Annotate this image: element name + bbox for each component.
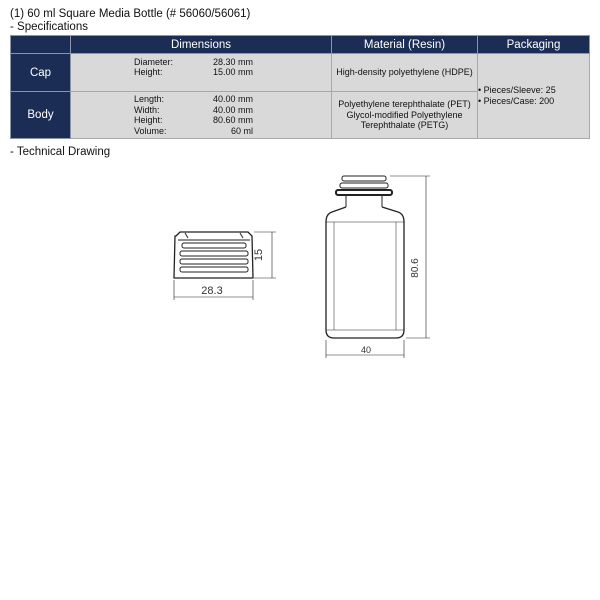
packaging-case: • Pieces/Case: 200 xyxy=(478,96,555,106)
cap-height-label: 15 xyxy=(253,248,265,262)
header-dimensions: Dimensions xyxy=(71,36,332,54)
row-label-body: Body xyxy=(11,92,71,139)
packaging-sleeve: • Pieces/Sleeve: 25 xyxy=(478,85,556,95)
header-packaging: Packaging xyxy=(478,36,590,54)
cap-material: High-density polyethylene (HDPE) xyxy=(332,54,478,92)
bottle-width-label: 40 xyxy=(360,345,372,355)
cap-dim-diameter: Diameter: 28.30 mm xyxy=(134,56,253,67)
body-dim-width: Width: 40.00 mm xyxy=(134,104,253,115)
cap-diameter-label: 28.3 xyxy=(201,285,223,297)
row-label-cap: Cap xyxy=(11,54,71,92)
body-dim-length: Length: 40.00 mm xyxy=(134,94,253,104)
header-material: Material (Resin) xyxy=(332,36,478,54)
bottle-height-label: 80.6 xyxy=(410,258,421,278)
technical-drawing-heading: - Technical Drawing xyxy=(10,146,111,158)
body-dim-volume: Volume: 60 ml xyxy=(134,125,253,136)
specifications-heading: - Specifications xyxy=(10,21,88,33)
body-material: Polyethylene terephthalate (PET) Glycol-modified Polyethylene Terephthalate (PETG) xyxy=(332,92,478,139)
cap-drawing xyxy=(174,232,276,300)
cap-dim-height: Height: 15.00 mm xyxy=(134,67,253,78)
body-dim-height: Height: 80.60 mm xyxy=(134,115,253,125)
page-title: (1) 60 ml Square Media Bottle (# 56060/56061) xyxy=(10,8,251,20)
